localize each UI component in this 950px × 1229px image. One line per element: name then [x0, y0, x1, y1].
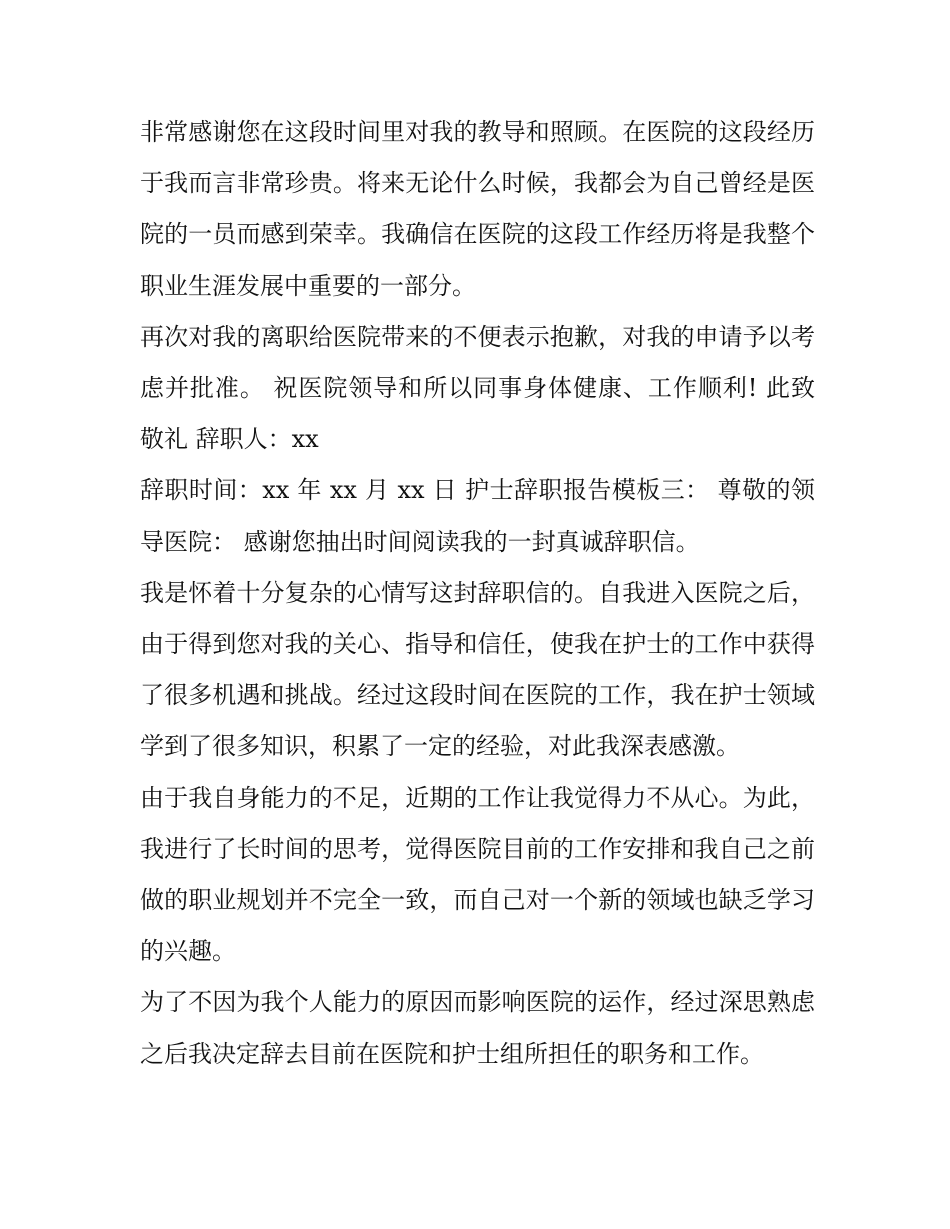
paragraph-date-template-heading: 辞职时间：xx 年 xx 月 xx 日 护士辞职报告模板三： 尊敬的领导医院： 感谢您抽出时间阅读我的一封真诚辞职信。 — [140, 476, 815, 556]
paragraph-decision: 为了不因为我个人能力的原因而影响医院的运作，经过深思熟虑之后我决定辞去目前在医院和护士组所担任的职务和工作。 — [140, 988, 815, 1068]
paragraph-apology-closing: 再次对我的离职给医院带来的不便表示抱歉，对我的申请予以考虑并批准。 祝医院领导和所以同事身体健康、工作顺利! 此致 敬礼 辞职人：xx — [140, 322, 815, 454]
paragraph-reason: 由于我自身能力的不足，近期的工作让我觉得力不从心。为此，我进行了长时间的思考，觉得医院目前的工作安排和我自己之前做的职业规划并不完全一致，而自己对一个新的领域也缺乏学习的兴趣。 — [140, 783, 815, 966]
paragraph-gratitude: 非常感谢您在这段时间里对我的教导和照顾。在医院的这段经历于我而言非常珍贵。将来无论什么时候，我都会为自己曾经是医院的一员而感到荣幸。我确信在医院的这段工作经历将是我整个职业生涯发展中重要的一部分。 — [140, 118, 815, 300]
paragraph-background: 我是怀着十分复杂的心情写这封辞职信的。自我进入医院之后，由于得到您对我的关心、指导和信任，使我在护士的工作中获得了很多机遇和挑战。经过这段时间在医院的工作，我在护士领域学到了很多知识，积累了一定的经验，对此我深表感激。 — [140, 578, 815, 761]
document-body — [140, 107, 815, 1080]
